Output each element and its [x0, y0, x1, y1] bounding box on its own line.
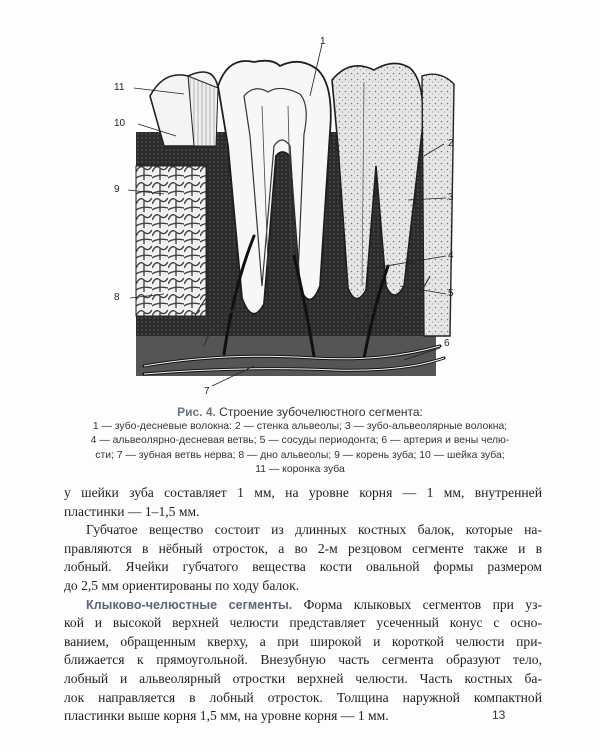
- body-text: [64, 484, 542, 726]
- page-number: 13: [492, 708, 506, 722]
- paragraph-line: пластинки — 1–1,5 мм.: [64, 503, 200, 519]
- callout-6: 6: [444, 338, 450, 349]
- paragraph-line: правляются в нёбный отросток, а во 2-м резцовом сегменте также и в: [64, 540, 542, 556]
- paragraph-line: кой и высокой верхней челюсти представляет усеченный конус с осно-: [64, 615, 542, 631]
- callout-7: 7: [204, 386, 210, 397]
- caption-title-text: Строение зубочелюстного сегмента:: [215, 405, 423, 419]
- paragraph-line: у шейки зуба составляет 1 мм, на уровне корня — 1 мм, внутренней: [64, 485, 542, 500]
- callout-5: 5: [448, 288, 454, 299]
- callout-3: 3: [448, 192, 454, 203]
- paragraph-line: пластинки выше корня 1,5 мм, на уровне корня — 1 мм.: [64, 708, 389, 724]
- caption-line: 4 — альвеолярно-десневая ветвь; 5 — сосуды периодонта; 6 — артерия и вены челю-: [90, 435, 510, 447]
- paragraph-line: до 2,5 мм ориентированы по ходу балок.: [64, 577, 300, 593]
- paragraph-line: Губчатое вещество состоит из длинных костных балок, которые на-: [86, 522, 542, 538]
- caption-figure-number: Рис. 4.: [177, 405, 216, 419]
- callout-1: 1: [320, 36, 326, 47]
- section-heading: Клыково-челюстные сегменты.: [86, 597, 293, 612]
- tooth-segment-drawing: [104, 36, 474, 402]
- paragraph-text: Форма клыковых сегментов при уз-: [292, 596, 542, 612]
- caption-title: [62, 404, 538, 420]
- paragraph-line: лок направляется в лобный отросток. Толщина наружной компактной: [64, 689, 542, 705]
- figure-caption: [62, 404, 538, 478]
- callout-8: 8: [114, 292, 120, 303]
- callout-2: 2: [448, 138, 454, 149]
- paragraph-line: [64, 596, 542, 615]
- callout-11: 11: [114, 82, 125, 93]
- paragraph-line: лобный и альвеолярный отростки верхней челюсти. Часть костных ба-: [64, 670, 542, 686]
- tooth-segment-illustration: [104, 36, 474, 402]
- paragraph-line: ближается к прямоугольной. Внезубную часть сегмента образуют тело,: [64, 652, 542, 668]
- paragraph-line: лобный. Ячейки губчатого вещества кости овальной формы размером: [64, 559, 542, 575]
- callout-10: 10: [114, 118, 126, 129]
- callout-9: 9: [114, 184, 120, 195]
- caption-line: сти; 7 — зубная ветвь нерва; 8 — дно альвеолы; 9 — корень зуба; 10 — шейка зуба;: [95, 449, 505, 461]
- caption-line: 1 — зубо-десневые волокна: 2 — стенка альвеолы; 3 — зубо-альвеолярные волокна;: [92, 421, 508, 432]
- caption-line: 11 — коронка зуба: [255, 464, 345, 476]
- paragraph-line: ванием, обращенным кверху, а при широкой и короткой челюсти при-: [64, 633, 542, 649]
- callout-4: 4: [448, 250, 454, 261]
